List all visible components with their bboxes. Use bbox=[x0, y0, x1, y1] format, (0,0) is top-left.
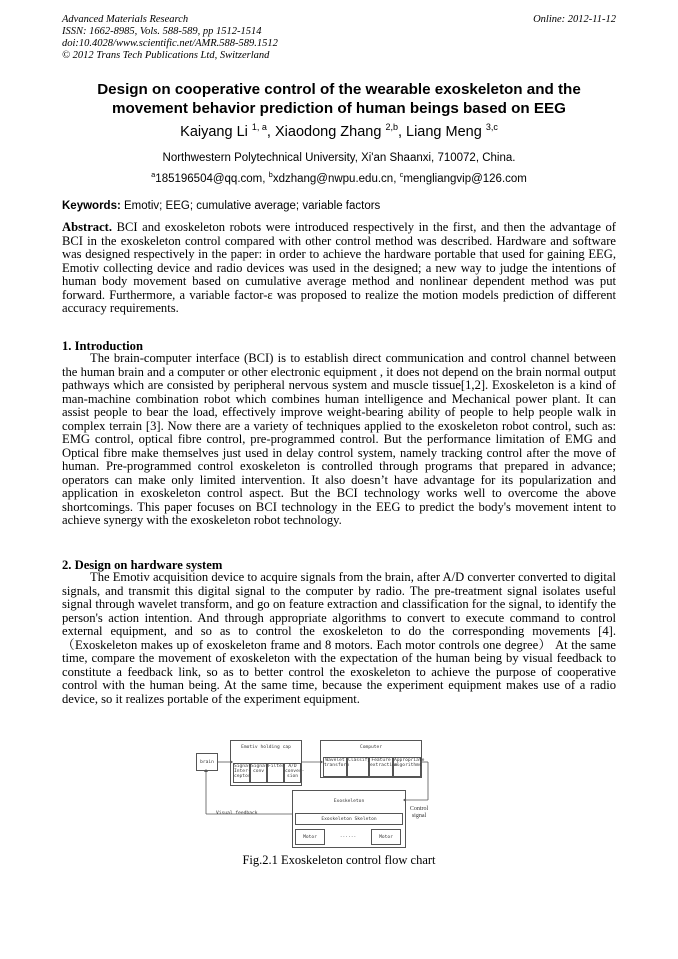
section-heading-hardware: 2. Design on hardware system bbox=[62, 558, 223, 572]
computer-block bbox=[320, 740, 425, 778]
abstract-label: Abstract. bbox=[62, 220, 113, 234]
online-date: Online: 2012-11-12 bbox=[533, 14, 616, 25]
author-name: Liang Meng bbox=[406, 124, 482, 140]
filter-block: Filter bbox=[267, 763, 284, 783]
journal-name: Advanced Materials Research bbox=[62, 14, 189, 25]
author-name: Xiaodong Zhang bbox=[274, 124, 382, 140]
affiliation: Northwestern Polytechnical University, Xi'an Shaanxi, 710072, China. bbox=[162, 152, 516, 164]
author-superscript: 2,b bbox=[385, 122, 398, 132]
signal-interceptor-block: Signal Inter-ceptor bbox=[233, 763, 250, 783]
headset-block bbox=[230, 740, 305, 786]
keywords-label: Keywords: bbox=[62, 200, 121, 212]
ad-conversion-block: A/D conver-sion bbox=[284, 763, 301, 783]
email-address: mengliangvip@126.com bbox=[403, 173, 527, 185]
motor-block: Motor bbox=[295, 829, 325, 845]
email-list: $^a$185196504@qq.com, $^b$xdzhang@nwpu.edu.cn, $^c$mengliangvip@126.com bbox=[151, 170, 527, 185]
keywords-text: Emotiv; EEG; cumulative average; variable factors bbox=[124, 200, 381, 212]
control-signal-label: Control signal bbox=[409, 806, 429, 819]
visual-feedback-label: Visual feedback bbox=[216, 811, 258, 816]
email-superscript: a bbox=[151, 170, 156, 179]
abstract bbox=[62, 221, 616, 316]
brain-block: brain bbox=[196, 753, 218, 771]
section-body-hardware: The Emotiv acquisition device to acquire signals from the brain, after A/D converter converted to digital signals, and transmit this digital signal to the computer by radio. The pre-treatment signal isolates useful signal through wavelet transform, and go on feature extraction and classification for the signal, to identify the person's action intention. And through appropriate algorithms to convert to execute command to control external equipment, and so as to control the exoskeleton to do the corresponding movements [4].（Exoskeleton makes up of exoskeleton frame and 8 motors. Each motor controls one degree） At the same time, compare the movement of exoskeleton with the expectation of the human being by visual feedback to constitute a feedback link, so as to better control the exoskeleton to achieve the purpose of cooperative control with the human being. At the same time, because the experiment equipment makes use of a radio device, so it realizes portable of the experiment equipment. bbox=[62, 570, 616, 706]
exoskeleton-block bbox=[292, 790, 406, 848]
appropriate-algorithms-block: Appropriate algorithms bbox=[393, 757, 421, 777]
exoskeleton-label: Exoskeleton bbox=[333, 799, 365, 804]
email-superscript: c bbox=[399, 170, 404, 179]
copyright-line: © 2012 Trans Tech Publications Ltd, Switzerland bbox=[62, 50, 270, 61]
feature-extraction-block: Feature extraction bbox=[369, 757, 393, 777]
email-address: xdzhang@nwpu.edu.cn bbox=[272, 173, 394, 185]
email-superscript: b bbox=[268, 170, 273, 179]
paper-title: Design on cooperative control of the wearable exoskeleton and the movement behavior prediction of human beings based on EEG bbox=[97, 81, 581, 117]
motor-ellipsis: ...... bbox=[339, 834, 357, 839]
signal-conv-block: Signal conv bbox=[250, 763, 267, 783]
issn-line: ISSN: 1662-8985, Vols. 588-589, pp 1512-1514 bbox=[62, 26, 262, 37]
headset-label: Emotiv holding cap bbox=[241, 745, 291, 750]
computer-label: Computer bbox=[359, 745, 383, 750]
motor-block: Motor bbox=[371, 829, 401, 845]
wavelet-transform-block: Wavelet transform bbox=[323, 757, 347, 777]
journal-header bbox=[62, 14, 616, 62]
section-body-introduction: The brain-computer interface (BCI) is to establish direct communication and control channel between the human brain and a computer or other electronic equipment , it does not depend on the brain normal output pathways which are consisted by peripheral nervous system and muscle tissue[1,2]. Exoskeleton is a kind of man-machine combination robot which combines human intelligence and Mechanical power plant. It can assist people to bear the load, effectively improve weight-bearing ability of people to help people walk in complex terrain [3]. Now there are a variety of techniques applied to the exoskeleton robot control, such as: EMG control, optical fibre control, pre-programmed control. But the performance limitation of EMG and Optical fibre make themselves just used in delay control system, namely tracking control after the move of human. Pre-programmed control exoskeleton is controlled through programs that prepared in advance; operators can make only limited intervention. It also doesn’t have advantage for its popularization and application in exoskeleton control aspect. But the BCI technology works well to overcome the above shortcomings. This paper focuses on BCI technology in the EEG to predict the body's movement intent to achieve synergy with the exoskeleton robot technology. bbox=[62, 351, 616, 527]
author-name: Kaiyang Li bbox=[180, 124, 248, 140]
author-list: Kaiyang Li $^{1, a}$, Xiaodong Zhang $^{2,b}$, Liang Meng $^{3,c}$ bbox=[180, 122, 498, 140]
keywords bbox=[62, 199, 616, 213]
abstract-text: BCI and exoskeleton robots were introduced respectively in the first, and then the advantage of BCI in the exoskeleton control compared with other control method was described. Hardware and software was designed respectively in the paper: in order to achieve the hardware portable that used for gaining EEG, Emotiv collecting device and radio devices was used in the designed; a new way to judge the intentions of human body movement based on cumulative average method and nonlinear dependent method was put forward. Furthermore, a variable factor-ε was proposed to realize the motion models prediction of different accuracy requirements. bbox=[62, 220, 616, 315]
flow-chart-figure bbox=[196, 740, 436, 852]
author-superscript: 3,c bbox=[485, 122, 498, 132]
classify-block: Classify bbox=[347, 757, 369, 777]
email-address: 185196504@qq.com bbox=[155, 173, 263, 185]
doi-line: doi:10.4028/www.scientific.net/AMR.588-589.1512 bbox=[62, 38, 278, 49]
figure-caption: Fig.2.1 Exoskeleton control flow chart bbox=[242, 853, 436, 867]
exoskeleton-skeleton-block: Exoskeleton Skeleton bbox=[295, 813, 403, 825]
section-heading-introduction: 1. Introduction bbox=[62, 339, 143, 353]
author-superscript: 1, a bbox=[251, 122, 267, 132]
